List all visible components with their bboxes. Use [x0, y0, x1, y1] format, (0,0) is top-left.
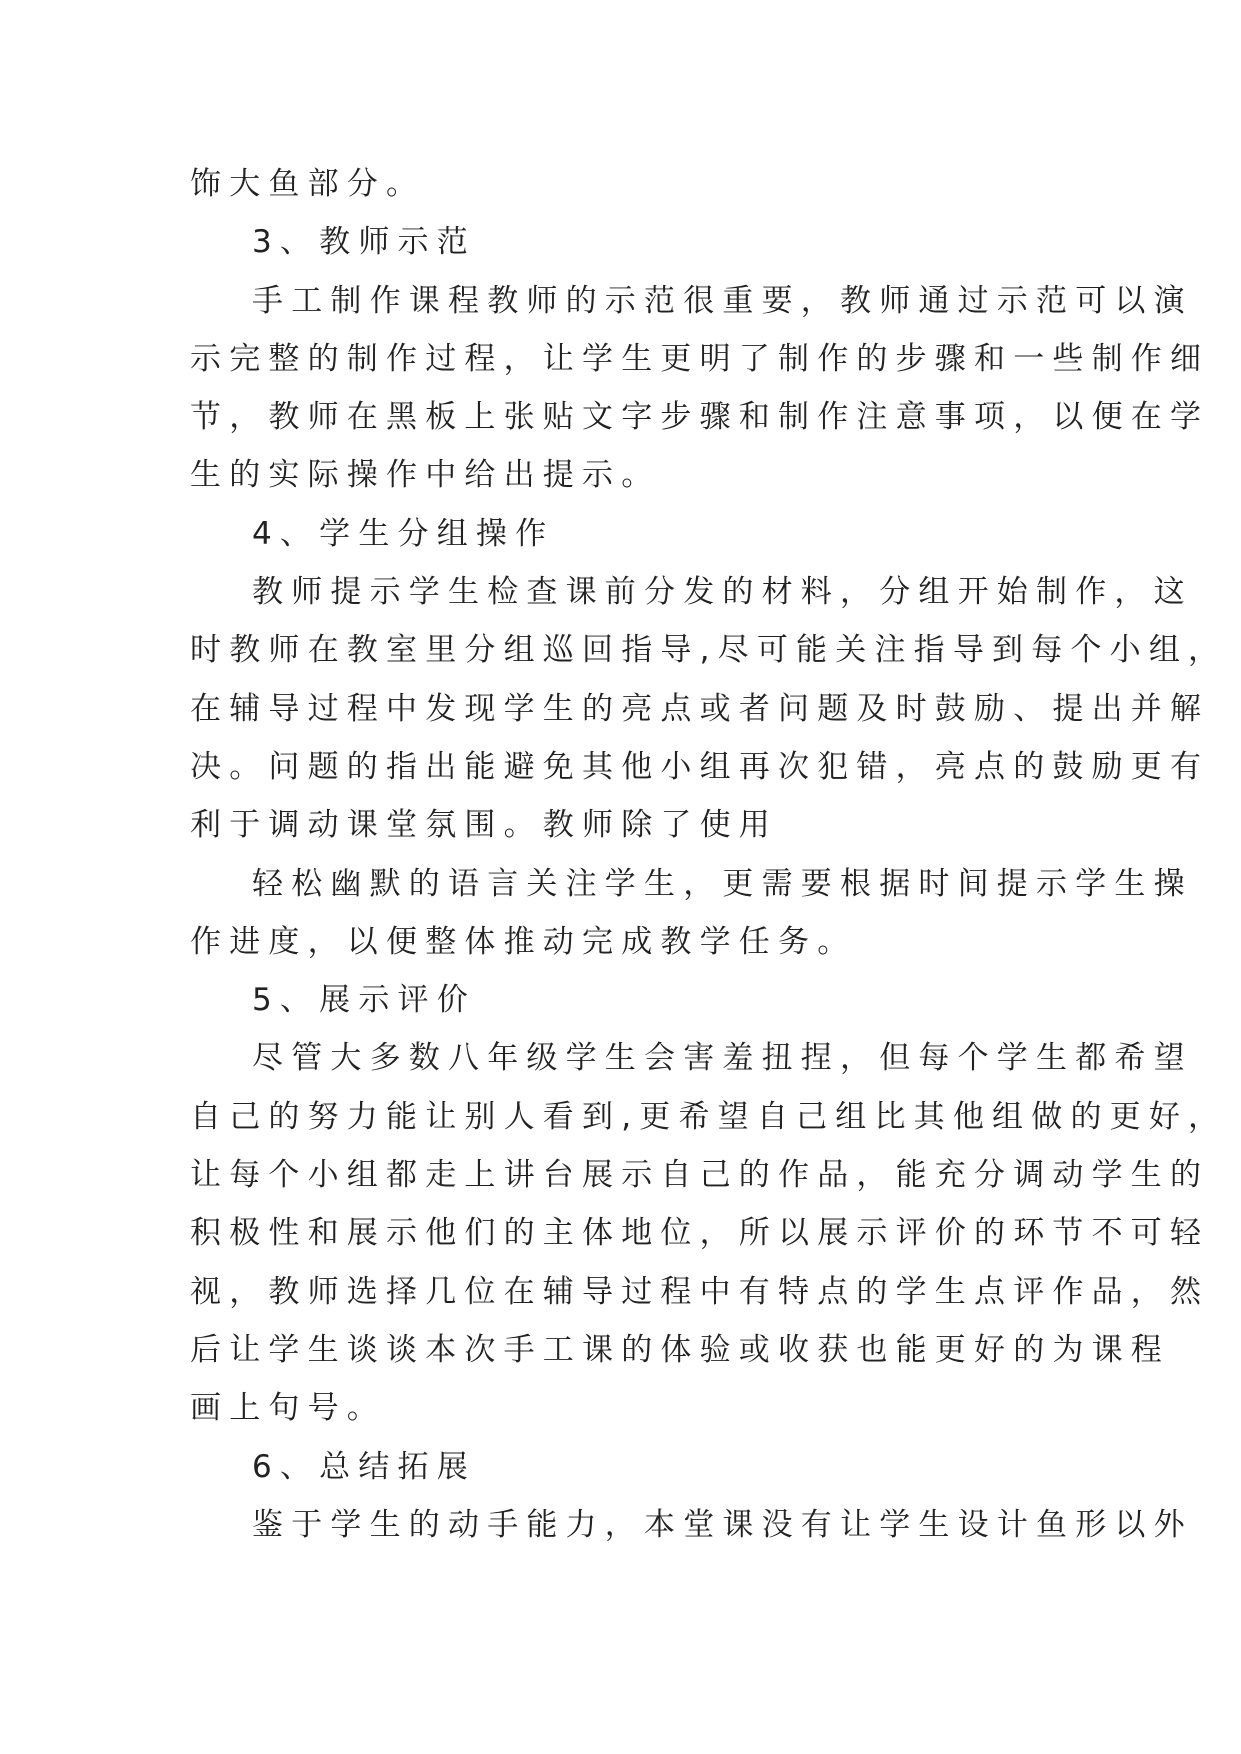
- section-heading: 6、总结拓展: [252, 1448, 476, 1485]
- text-line: 让每个小组都走上讲台展示自己的作品，能充分调动学生的: [190, 1157, 1210, 1194]
- text-line: 画上句号。: [190, 1390, 386, 1427]
- text-line: 示完整的制作过程，让学生更明了制作的步骤和一些制作细: [190, 340, 1210, 377]
- text-line: 教师提示学生检查课前分发的材料，分组开始制作，这: [252, 574, 1193, 611]
- section-heading: 3、教师示范: [252, 224, 476, 261]
- text-line: 后让学生谈谈本次手工课的体验或收获也能更好的为课程: [190, 1331, 1170, 1368]
- text-line: 轻松幽默的语言关注学生，更需要根据时间提示学生操: [252, 865, 1193, 902]
- text-line: 生的实际操作中给出提示。: [190, 457, 661, 494]
- text-line: 作进度，以便整体推动完成教学任务。: [190, 923, 857, 960]
- text-line: 决。问题的指出能避免其他小组再次犯错，亮点的鼓励更有: [190, 748, 1210, 785]
- document-body: [190, 155, 1228, 1554]
- text-line: 自己的努力能让别人看到,更希望自己组比其他组做的更好，: [190, 1098, 1228, 1135]
- text-line: 手工制作课程教师的示范很重要，教师通过示范可以演: [252, 282, 1193, 319]
- text-line: 饰大鱼部分。: [190, 166, 426, 202]
- text-line: 在辅导过程中发现学生的亮点或者问题及时鼓励、提出并解: [190, 690, 1210, 727]
- text-line: 积极性和展示他们的主体地位，所以展示评价的环节不可轻: [190, 1215, 1210, 1252]
- section-heading: 5、展示评价: [252, 982, 476, 1019]
- text-line: 视，教师选择几位在辅导过程中有特点的学生点评作品，然: [190, 1273, 1210, 1310]
- text-line: 鉴于学生的动手能力，本堂课没有让学生设计鱼形以外: [252, 1506, 1193, 1543]
- section-heading: 4、学生分组操作: [252, 515, 555, 552]
- text-line: 利于调动课堂氛围。教师除了使用: [190, 807, 778, 844]
- text-line: 节，教师在黑板上张贴文字步骤和制作注意事项，以便在学: [190, 399, 1210, 436]
- text-line: 时教师在教室里分组巡回指导,尽可能关注指导到每个小组，: [190, 632, 1228, 669]
- text-line: 尽管大多数八年级学生会害羞扭捏，但每个学生都希望: [252, 1040, 1193, 1077]
